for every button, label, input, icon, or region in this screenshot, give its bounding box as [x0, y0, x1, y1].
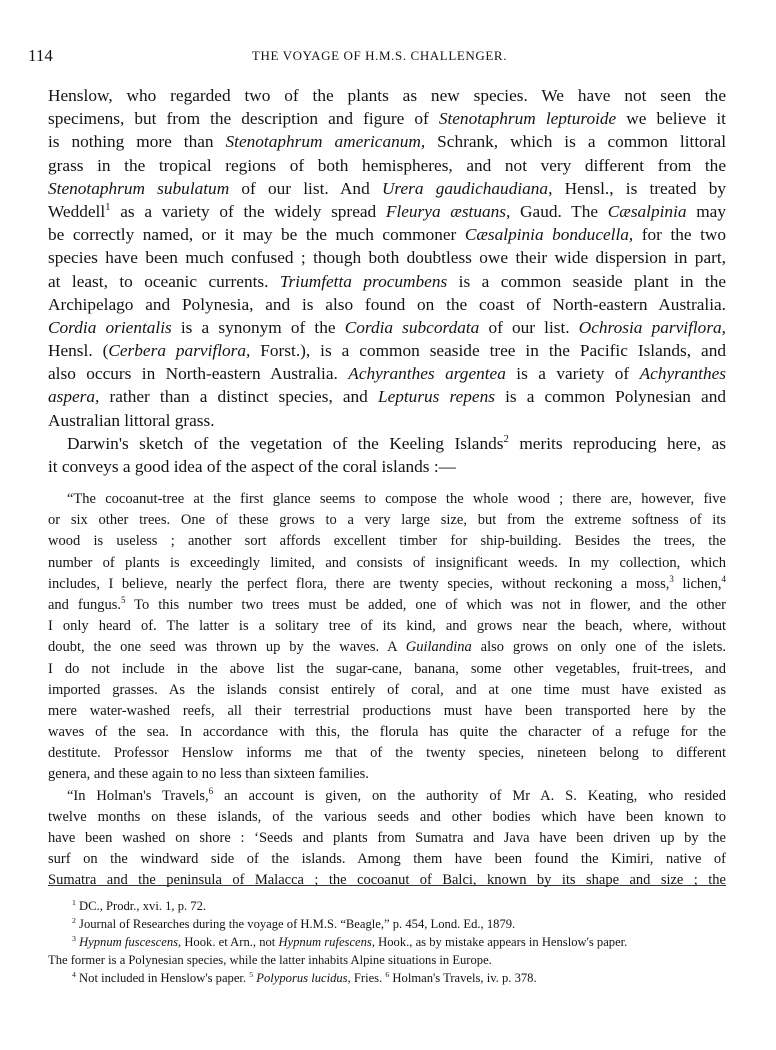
body-line: is nothing more than Stenotaphrum americanum, Schrank, which is a common littoral	[48, 132, 726, 152]
body-line: Archipelago and Polynesia, and is also found on the coast of North-eastern Australia.	[48, 294, 726, 314]
footnotes	[48, 897, 726, 987]
footnote-reference: 6	[208, 785, 214, 796]
quote-line: or six other trees. One of these grows to a very large size, but from the extreme softness of its	[48, 512, 726, 529]
quote-line: includes, I believe, nearly the perfect flora, there are twenty species, without reckoning a moss,$^3$ lichen,$^4$	[48, 573, 726, 592]
italic-text: Ochrosia parviflora,	[578, 317, 726, 337]
italic-text: Lepturus repens	[377, 387, 495, 407]
body-line: it conveys a good idea of the aspect of the coral islands :—	[48, 457, 456, 476]
quote-line: have been washed on shore : ‘Seeds and plants from Sumatra and Java have been driven up by the	[48, 830, 726, 846]
quote-line: doubt, the one seed was thrown up by the waves. A Guilandina also grows on only one of the islets.	[48, 639, 726, 656]
italic-text: Stenotaphrum subulatum	[48, 178, 230, 198]
quote-line: I do not include in the above list the sugar-cane, banana, some other vegetables, fruit-trees, and	[48, 660, 726, 677]
italic-text: Achyranthes	[639, 364, 726, 384]
quote-line: genera, and these again to no less than sixteen families.	[48, 766, 369, 783]
italic-text: Fleurya æstuans,	[385, 201, 511, 221]
italic-text: aspera,	[48, 387, 100, 407]
body-line: Henslow, who regarded two of the plants as new species. We have not seen the	[48, 86, 726, 105]
footnote-divider	[48, 885, 726, 886]
body-line: specimens, but from the description and figure of Stenotaphrum lepturoide we believe it	[48, 109, 726, 129]
italic-text: Cæsalpinia	[607, 201, 687, 221]
page-number: 114	[28, 46, 53, 65]
quote-line: I only heard of. The latter is a solitary tree of its kind, and grows near the beach, where, without	[48, 618, 726, 635]
italic-text: Guilandina	[405, 639, 472, 656]
footnote-line: $^4$ Not included in Henslow's paper. $^5$ Polyporus lucidus, Fries. $^6$ Holman's Travels, iv. p. 378.	[72, 969, 537, 985]
footnote-line: $^2$ Journal of Researches during the voyage of H.M.S. “Beagle,” p. 454, Lond. Ed., 1879.	[72, 915, 516, 931]
quote-line: waves of the sea. In accordance with this, the florula has quite the character of a refuge for the	[48, 724, 726, 741]
italic-text: Polyporus lucidus,	[256, 971, 351, 985]
quote-line: Sumatra and the peninsula of Malacca ; the cocoanut of Balci, known by its shape and size ; the	[48, 872, 726, 889]
quote-line: “In Holman's Travels,$^6$ an account is given, on the authority of Mr A. S. Keating, who resided	[67, 785, 726, 804]
quote-line: twelve months on these islands, of the various seeds and other bodies which have been known to	[48, 808, 726, 825]
darwin-quotation	[48, 489, 726, 892]
quote-line: “The cocoanut-tree at the first glance seems to compose the whole wood ; there are, however, five	[67, 491, 726, 507]
body-line: Stenotaphrum subulatum of our list. And Urera gaudichaudiana, Hensl., is treated by	[48, 178, 727, 198]
body-line: also occurs in North-eastern Australia. Achyranthes argentea is a variety of Achyranthes	[48, 364, 726, 384]
body-line: be correctly named, or it may be the much commoner Cæsalpinia bonducella, for the two	[48, 225, 726, 245]
italic-text: Cordia orientalis	[48, 317, 172, 337]
quote-line: surf on the windward side of the islands. Among them have been found the Kimiri, native of	[48, 851, 726, 868]
footnote-number: 1	[72, 897, 76, 907]
quote-line: and fungus.$^5$ To this number two trees must be added, one of which was not in flower, and the other	[48, 595, 726, 613]
italic-text: Triumfetta procumbens	[279, 271, 448, 291]
footnote-reference: 4	[721, 573, 726, 584]
quote-line: wood is useless ; another sort affords excellent timber for ship-building. Besides the trees, the	[48, 533, 726, 550]
body-line: Darwin's sketch of the vegetation of the Keeling Islands$^2$ merits reproducing here, as	[67, 433, 726, 453]
footnote-line: $^3$ Hypnum fuscescens, Hook. et Arn., not Hypnum rufescens, Hook., as by mistake appears in Henslow's paper.	[72, 933, 628, 949]
running-title: THE VOYAGE OF H.M.S. CHALLENGER.	[251, 48, 508, 63]
footnote-number: 6	[385, 969, 390, 979]
italic-text: Cordia subcordata	[344, 317, 480, 337]
body-line: species have been much confused ; though both doubtless owe their wide dispersion in part,	[48, 248, 726, 268]
footnote-number: 3	[72, 933, 76, 943]
footnote-line: The former is a Polynesian species, while the latter inhabits Alpine situations in Europe.	[48, 953, 492, 967]
body-line: Weddell$^1$ as a variety of the widely spread Fleurya æstuans, Gaud. The Cæsalpinia may	[48, 201, 726, 221]
italic-text: Urera gaudichaudiana,	[381, 178, 553, 198]
italic-text: Achyranthes argentea	[348, 364, 506, 384]
footnote-reference: 1	[105, 201, 111, 214]
body-line: Hensl. (Cerbera parviflora, Forst.), is a common seaside tree in the Pacific Islands, and	[48, 341, 727, 361]
italic-text: Stenotaphrum americanum,	[225, 132, 426, 152]
quote-line: mere water-washed reefs, all their terrestrial productions must have been transported here by the	[48, 702, 726, 719]
footnote-number: 5	[249, 969, 254, 979]
italic-text: Cerbera parviflora,	[108, 341, 251, 361]
italic-text: Hypnum fuscescens,	[79, 935, 182, 949]
italic-text: Cæsalpinia bonducella,	[464, 225, 634, 245]
body-line: grass in the tropical regions of both hemispheres, and not very different from the	[48, 155, 726, 175]
footnote-number: 2	[72, 915, 76, 925]
quote-line: destitute. Professor Henslow informs me that of the twenty species, nineteen belong to different	[48, 745, 726, 762]
footnote-reference: 3	[669, 573, 674, 584]
footnote-line: $^1$ DC., Prodr., xvi. 1, p. 72.	[72, 897, 207, 913]
italic-text: Hypnum rufescens,	[278, 935, 375, 949]
body-text	[48, 84, 726, 478]
footnote-number: 4	[72, 969, 76, 979]
footnote-reference: 5	[120, 595, 126, 606]
page-header	[28, 46, 731, 66]
body-line: at least, to oceanic currents. Triumfetta procumbens is a common seaside plant in the	[48, 271, 727, 291]
body-line: Cordia orientalis is a synonym of the Cordia subcordata of our list. Ochrosia parviflora,	[48, 317, 726, 337]
italic-text: Stenotaphrum lepturoide	[438, 109, 617, 129]
body-line: Australian littoral grass.	[48, 410, 215, 430]
quote-line: number of plants is exceedingly limited, and consists of insignificant weeds. In my collection, which	[48, 554, 726, 571]
footnote-reference: 2	[503, 433, 509, 446]
body-line: aspera, rather than a distinct species, and Lepturus repens is a common Polynesian and	[48, 387, 726, 407]
quote-line: imported grasses. As the islands consist entirely of coral, and at one time must have existed as	[48, 681, 726, 698]
